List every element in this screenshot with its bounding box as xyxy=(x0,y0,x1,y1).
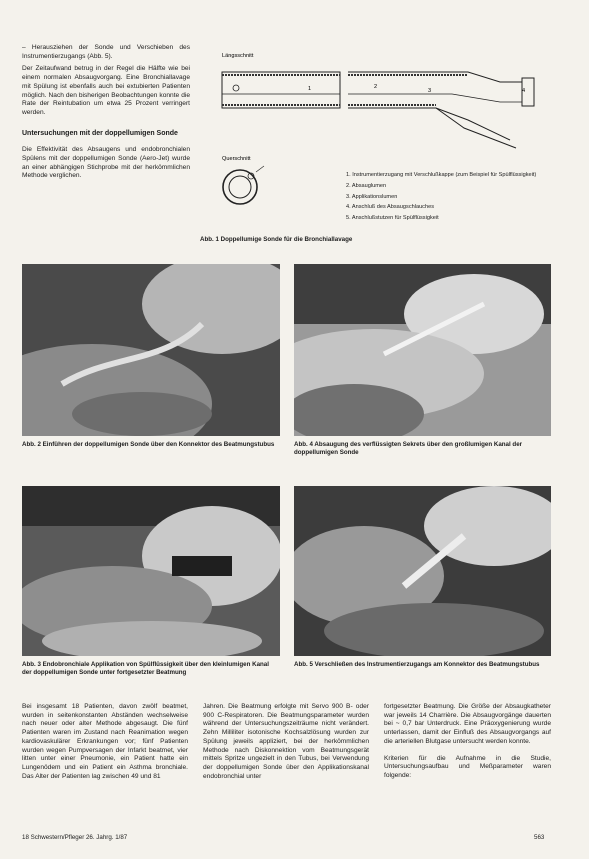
legend-item: 4. Anschluß des Absaugschlauches xyxy=(346,204,435,211)
figure-4-caption: Abb. 4 Absaugung des verflüssigten Sekrets über den großlumigen Kanal der doppellumigen Sonde xyxy=(294,441,523,456)
photo-figure-3 xyxy=(22,486,280,656)
legend-item: 2. Absauglumen xyxy=(346,182,387,189)
intro-column xyxy=(22,44,190,185)
intro-paragraph: Der Zeitaufwand betrug in der Regel die Hälfte wie bei einem normalen Absaugvorgang. Eine Bronchiallavage mit Spülung ist ebenfalls auch bei extubierten Patienten möglich. Nach den bisherigen Beobachtungen konnte die Rate der Reintubation um etwa 25 Prozent verringert werden. xyxy=(22,65,190,116)
figure-1-caption: Abb. 1 Doppellumige Sonde für die Bronchiallavage xyxy=(200,236,353,243)
body-paragraph: Jahren. Die Beatmung erfolgte mit Servo 900 B- oder 900 C-Respiratoren. Die Beatmungsparameter wurden während der Untersuchungszeiträume nicht verändert. Zehn Milliliter isotonische Kochsalzlösung wurden zur Spülung jeweils appliziert, bei der herkömmlichen Methode nach Diskonnektion vom Beatmungsgerät mittels Spritze ungezielt in den Tubus, bei Verwendung der doppellumigen Sonde über den Applikationskanal endobronchial unter xyxy=(203,703,369,780)
body-column-2 xyxy=(203,703,369,785)
photo-figure-5 xyxy=(294,486,551,656)
section-heading: Untersuchungen mit der doppellumigen Sonde xyxy=(22,129,178,137)
label-number-3: 3 xyxy=(428,88,432,94)
label-number-1: 1 xyxy=(308,86,312,92)
intro-list-item: – Herausziehen der Sonde und Verschieben des Instrumentierzugangs (Abb. 5). xyxy=(22,44,190,60)
legend-item: 5. Anschlußstutzen für Spülflüssigkeit xyxy=(346,215,439,222)
figure-2-caption: Abb. 2 Einführen der doppellumigen Sonde über den Konnektor des Beatmungstubus xyxy=(22,441,275,448)
figure-3-caption: Abb. 3 Endobronchiale Applikation von Spülflüssigkeit über den kleinlumigen Kanal der doppellumigen Sonde unter fortgesetzter Beatmung xyxy=(22,661,269,676)
photo-figure-4 xyxy=(294,264,551,436)
figure-1-legend xyxy=(346,170,536,224)
legend-item: 3. Applikationslumen xyxy=(346,193,398,200)
body-paragraph: Kriterien für die Aufnahme in die Studie, Untersuchungsaufbau und Meßparameter waren folgende: xyxy=(384,754,551,779)
section-paragraph: Die Effektivität des Absaugens und endobronchialen Spülens mit der doppellumigen Sonde (Aero-Jet) wurde an einer abhängigen Stichprobe mit der herkömmlichen Methode verglichen. xyxy=(22,146,190,180)
legend-item: 1. Instrumentierzugang mit Verschlußkappe (zum Beispiel für Spülflüssigkeit) xyxy=(346,172,537,178)
photo-figure-2 xyxy=(22,264,280,436)
body-column-1 xyxy=(22,703,188,785)
body-paragraph: fortgesetzter Beatmung. Die Größe der Absaugkatheter war jeweils 14 Charrière. Die Absaugvorgänge dauerten bei ~ 0,7 bar Unterdruck. Eine Präoxygenierung wurde unterlassen, damit der Einfluß des Absaugvorgangs auf die arteriellen Blutgase untersucht werden konnte. xyxy=(384,703,551,745)
body-column-3 xyxy=(384,703,551,785)
label-number-2: 2 xyxy=(374,84,378,90)
label-cross-section: Querschnitt xyxy=(222,156,251,162)
label-longitudinal: Längsschnitt xyxy=(222,53,254,59)
footer-page-number: 563 xyxy=(534,834,545,841)
figure-5-caption: Abb. 5 Verschließen des Instrumentierzugangs am Konnektor des Beatmungstubus xyxy=(294,661,540,668)
body-paragraph: Bei insgesamt 18 Patienten, davon zwölf beatmet, wurden in seitenkonstanten Abständen wechselweise nach neuer oder alter Methode abgesaugt. Die fünf Patienten waren im Zustand nach Reanimation wegen kardiovaskulärer Erkrankungen vor; fünf Patienten wurden wegen Pumpversagen der Infarkt beatmet, vier litten unter einer Pneumonie, ein Patient hatte ein Lungenödem und ein Patient ein Asthma bronchiale. Das Alter der Patienten lag zwischen 49 und 81 xyxy=(22,703,188,780)
label-number-4: 4 xyxy=(522,88,526,94)
footer-journal: 18 Schwestern/Pfleger 26. Jahrg. 1/87 xyxy=(22,834,128,841)
